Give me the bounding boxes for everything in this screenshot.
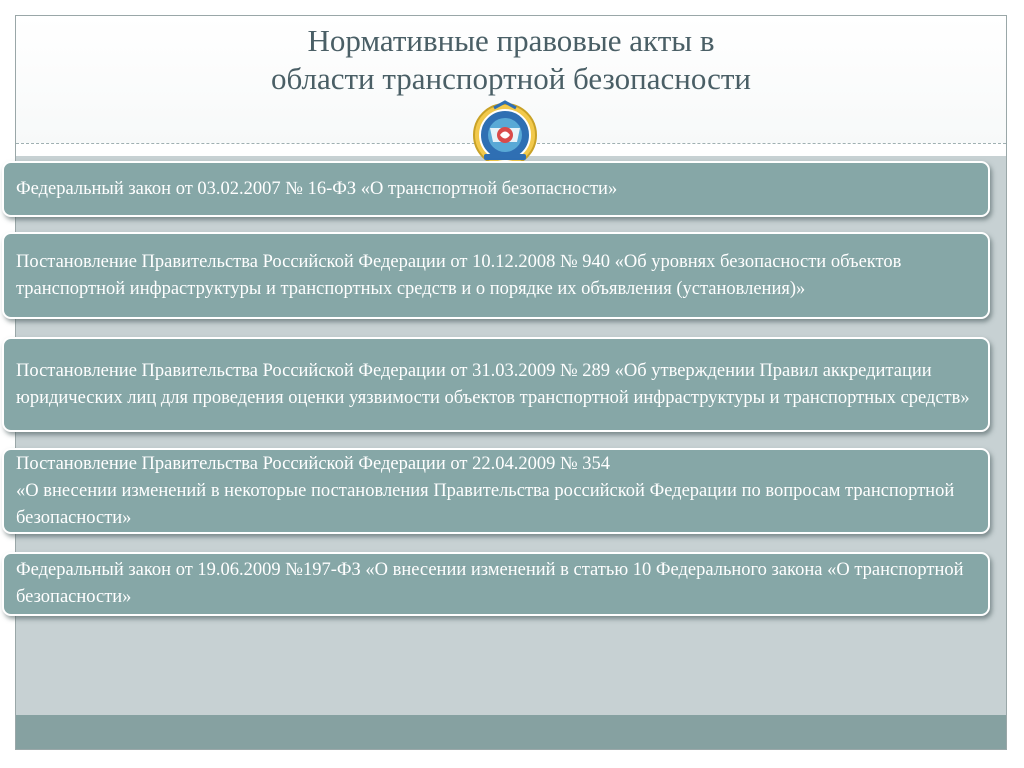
legal-act-card: [2, 232, 990, 319]
legal-act-text: Федеральный закон от 03.02.2007 № 16-ФЗ «О транспортной безопасности»: [16, 178, 618, 199]
title-line-2: области транспортной безопасности: [270, 61, 751, 96]
legal-act-text: Федеральный закон от 19.06.2009 №197-ФЗ «О внесении изменений в статью 10 Федерального закона «О транспортной безопасности»: [16, 560, 964, 607]
legal-act-card: [2, 337, 990, 432]
slide-footer-band: [16, 715, 1006, 749]
legal-act-subject-line: «О внесении изменений в некоторые постановления Правительства российской Федерации по вопросам транспортной безопасности»: [16, 480, 955, 528]
legal-act-text: Постановление Правительства Российской Федерации от 10.12.2008 № 940 «Об уровнях безопасности объектов транспортной инфраструктуры и транспортных средств и о порядке их объявления (установления)»: [16, 251, 902, 299]
legal-act-text-block: [16, 451, 974, 532]
legal-act-card: [2, 552, 990, 616]
page-title: [16, 22, 1006, 98]
legal-act-title-line: Постановление Правительства Российской Федерации от 22.04.2009 № 354: [16, 453, 610, 474]
legal-act-card: [2, 448, 990, 534]
legal-act-card: [2, 161, 990, 217]
legal-act-text: Постановление Правительства Российской Федерации от 31.03.2009 № 289 «Об утверждении Правил аккредитации юридических лиц для проведения оценки уязвимости объектов транспортной инфраструктуры и транспортных средств»: [16, 360, 970, 408]
title-line-1: Нормативные правовые акты в: [307, 23, 715, 58]
transport-security-emblem-icon: [470, 98, 540, 168]
